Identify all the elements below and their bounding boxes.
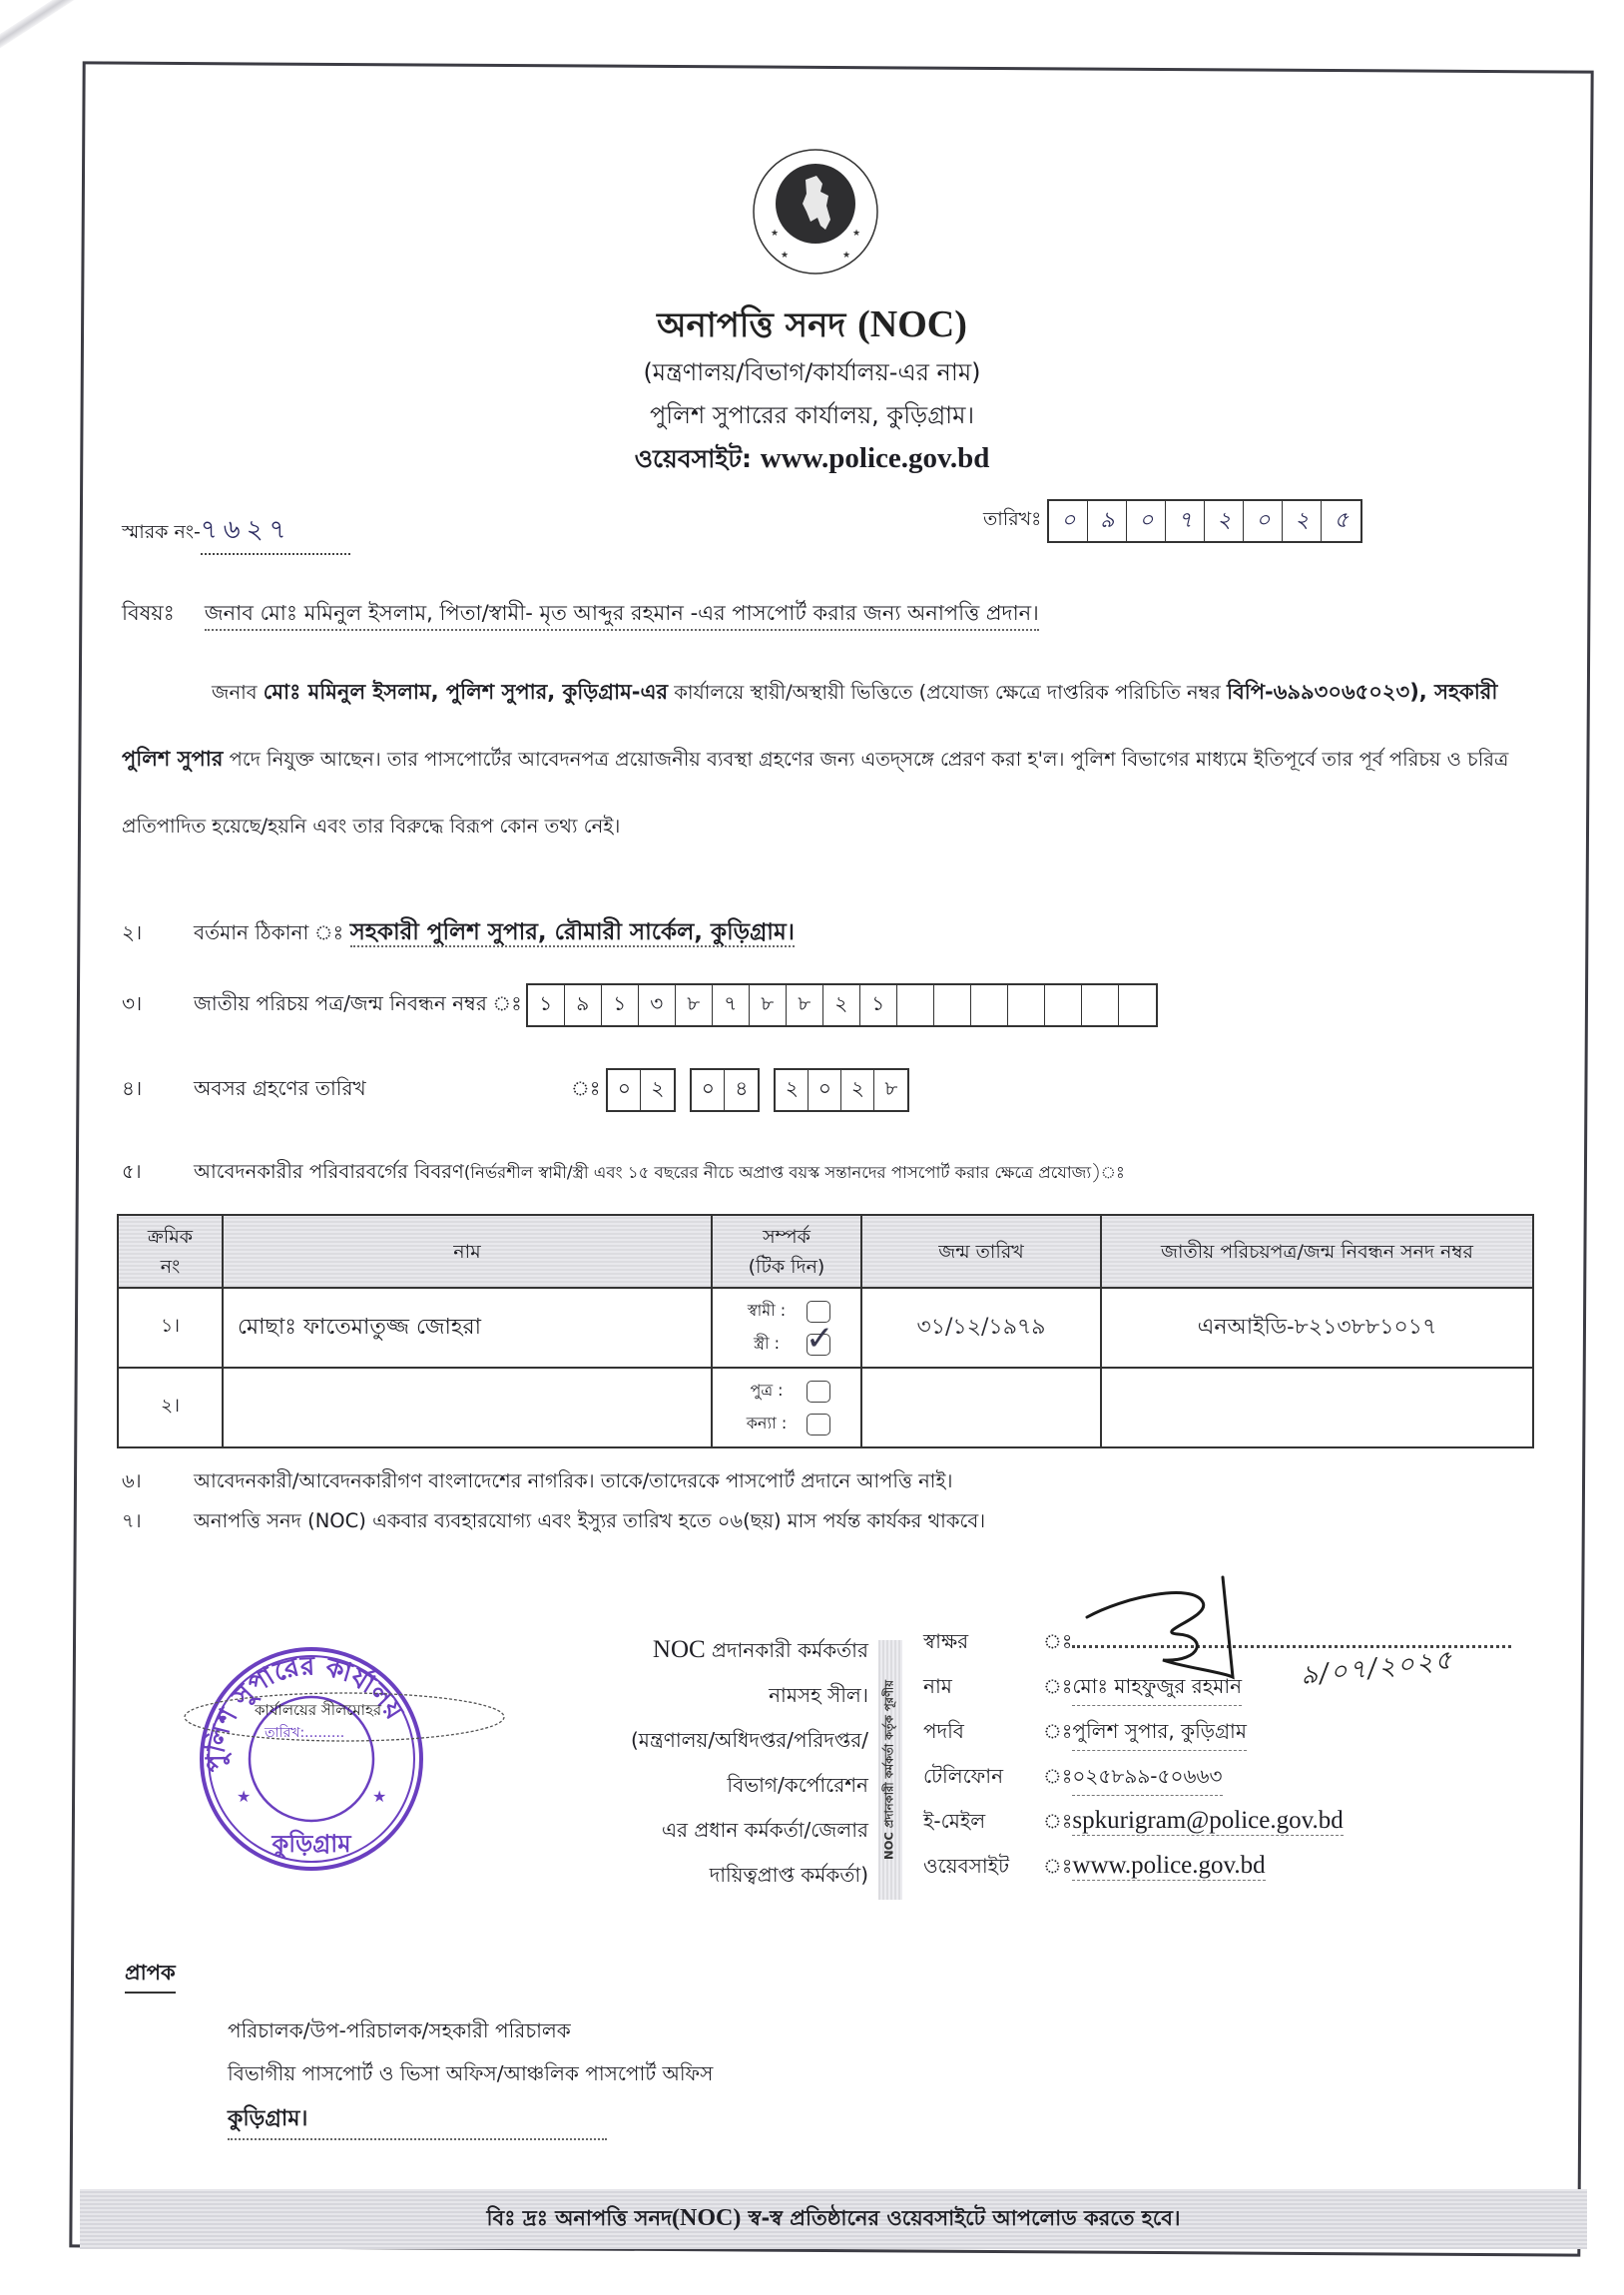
retirement-year-boxes[interactable]	[774, 1068, 909, 1112]
date-digit-box[interactable]: ০	[1127, 501, 1166, 541]
col-relation: সম্পর্ক (টিক দিন)	[712, 1215, 861, 1288]
designation-row: পদবি ঃ পুলিশ সুপার, কুড়িগ্রাম	[923, 1717, 1511, 1762]
memo-number	[122, 509, 350, 555]
current-address	[122, 913, 795, 952]
nid-digit-box[interactable]: ৮	[787, 985, 823, 1025]
family-details-heading: ৫। আবেদনকারীর পরিবারবর্গের বিবরণ(নির্ভরশীল স্বামী/স্ত্রী এবং ১৫ বছরের নীচে অপ্রাপ্ত বয়স্ক সন্তানদের পাসপোর্ট করার ক্ষেত্রে প্রযোজ্য)ঃ	[122, 1160, 1125, 1183]
retirement-year-digit[interactable]: ২	[776, 1070, 809, 1110]
date-boxes[interactable]	[1047, 499, 1362, 543]
svg-text:★: ★	[781, 251, 790, 261]
date-digit-box[interactable]: ২	[1205, 501, 1244, 541]
row-relation: পুত্র : কন্যা :	[712, 1368, 861, 1447]
nid-digit-box[interactable]	[1008, 985, 1045, 1025]
address-value[interactable]: সহকারী পুলিশ সুপার, রৌমারী সার্কেল, কুড়িগ্রাম।	[349, 919, 795, 945]
nid-digit-box[interactable]: ১	[860, 985, 897, 1025]
officer-phone[interactable]: ০২৫৮৯৯-৫০৬৬৩	[1072, 1762, 1222, 1796]
nid-digit-box[interactable]	[1045, 985, 1082, 1025]
government-emblem-icon	[751, 140, 880, 287]
son-checkbox[interactable]	[807, 1381, 830, 1403]
nid-digit-box[interactable]	[971, 985, 1008, 1025]
retirement-year-digit[interactable]: ৮	[884, 1075, 898, 1100]
subject-line	[122, 597, 1039, 632]
office-name: পুলিশ সুপারের কার্যালয়, কুড়িগ্রাম।	[649, 401, 975, 429]
item-number: ৩।	[122, 990, 143, 1015]
svg-text:★: ★	[852, 229, 861, 239]
website-label: ওয়েবসাইট:	[634, 444, 753, 473]
svg-text:★: ★	[771, 229, 780, 239]
nid-digit-box[interactable]: ১	[602, 985, 639, 1025]
retirement-date: ৪। অবসর গ্রহণের তারিখ ঃ ০ ২ ০ ৪ ২ ০ ২ ৮	[122, 1068, 923, 1112]
email-row: ই-মেইল ঃ spkurigram@police.gov.bd	[923, 1807, 1344, 1834]
nid-digit-box[interactable]	[934, 985, 971, 1025]
col-serial: ক্রমিক নং	[118, 1215, 223, 1288]
col-nid: জাতীয় পরিচয়পত্র/জন্ম নিবন্ধন সনদ নম্বর	[1101, 1215, 1533, 1288]
daughter-checkbox[interactable]	[807, 1414, 830, 1435]
nid-number	[122, 983, 1158, 1027]
family-table	[117, 1214, 1534, 1448]
footer-note: বিঃ দ্রঃ অনাপত্তি সনদ(NOC) স্ব-স্ব প্রতিষ্ঠানের ওয়েবসাইটে আপলোড করতে হবে।	[80, 2189, 1587, 2249]
item-number: ২।	[122, 920, 143, 944]
citizenship-statement: ৬। আবেদনকারী/আবেদনকারীগণ বাংলাদেশের নাগরিক। তাকে/তাদেরকে পাসপোর্ট প্রদানে আপত্তি নাই।	[122, 1469, 953, 1492]
row-name[interactable]	[223, 1368, 712, 1447]
nid-digit-box[interactable]: ৭	[713, 985, 750, 1025]
website-row: ওয়েবসাইট ঃ www.police.gov.bd	[923, 1852, 1266, 1879]
nid-boxes[interactable]	[526, 983, 1158, 1027]
row-relation: স্বামী : স্ত্রী : ✓	[712, 1288, 861, 1368]
date-label: তারিখঃ	[983, 508, 1042, 530]
signature-row: স্বাক্ষর ঃ	[923, 1627, 1511, 1672]
address-label: বর্তমান ঠিকানা ঃ	[194, 920, 350, 944]
memo-value[interactable]: ৭৬২৭	[201, 509, 350, 555]
issuer-caption: NOC প্রদানকারী কর্মকর্তার নামসহ সীল। (মন্ত্রণালয়/অধিদপ্তর/পরিদপ্তর/ বিভাগ/কর্পোরেশন এর প্রধান কর্মকর্তা/জেলার দায়িত্বপ্রাপ্ত কর্মকর্তা)	[630, 1636, 868, 1887]
svg-text:★: ★	[842, 251, 851, 261]
issue-date	[983, 499, 1362, 543]
row-serial: ১।	[118, 1288, 223, 1368]
nid-digit-box[interactable]	[897, 985, 934, 1025]
document-title	[0, 299, 1624, 356]
nid-digit-box[interactable]	[1082, 985, 1119, 1025]
retirement-year-digit[interactable]: ০	[809, 1070, 841, 1110]
table-row	[118, 1368, 1533, 1447]
retirement-day-digit[interactable]: ২	[651, 1075, 665, 1100]
issuer-fill-strip: NOC প্রদানকারী কর্মকর্তা কর্তৃক পূরণীয়	[878, 1640, 902, 1900]
officer-website[interactable]: www.police.gov.bd	[1072, 1852, 1266, 1879]
nid-digit-box[interactable]: ৩	[639, 985, 676, 1025]
recipient-line-3: কুড়িগ্রাম।	[228, 2101, 607, 2140]
officer-email[interactable]: spkurigram@police.gov.bd	[1072, 1807, 1344, 1834]
nid-digit-box[interactable]: ২	[823, 985, 860, 1025]
seal-placeholder-ellipse	[180, 1687, 509, 1747]
nid-digit-box[interactable]: ১	[528, 985, 565, 1025]
date-digit-box[interactable]: ৫	[1334, 507, 1349, 533]
nid-digit-box[interactable]	[1119, 985, 1156, 1025]
seal-bottom-text: কুড়িগ্রাম	[271, 1830, 351, 1858]
seal-ring-text: পুলিশ সুপারের কার্যালয়	[201, 1651, 409, 1773]
header-website	[0, 439, 1624, 482]
bp-number-bold: বিপি-৬৯৯৩০৬৫০২৩), সহকারী পুলিশ সুপার	[122, 680, 1498, 771]
title-en: (NOC)	[857, 303, 967, 345]
retirement-month-boxes[interactable]	[690, 1068, 760, 1112]
table-header-row	[118, 1215, 1533, 1288]
row-dob[interactable]: ৩১/১২/১৯৭৯	[861, 1288, 1101, 1368]
office-type-caption: (মন্ত্রণালয়/বিভাগ/কার্যালয়-এর নাম)	[643, 358, 981, 386]
seal-label: কার্যালয়ের সীলমোহর	[255, 1701, 382, 1719]
name-row: নাম ঃ মোঃ মাহফুজুর রহমান	[923, 1672, 1511, 1717]
date-digit-box[interactable]: ০	[1244, 501, 1283, 541]
retirement-label: অবসর গ্রহণের তারিখ	[194, 1075, 366, 1100]
row-serial: ২।	[118, 1368, 223, 1447]
paper-fold-mark	[0, 0, 243, 70]
table-row	[118, 1288, 1533, 1368]
wife-checkbox[interactable]	[807, 1334, 830, 1356]
office-seal-stamp-icon	[195, 1642, 429, 1877]
officer-name-bold: মোঃ মমিনুল ইসলাম, পুলিশ সুপার, কুড়িগ্রাম-এর	[263, 680, 668, 704]
col-name: নাম	[223, 1215, 712, 1288]
retirement-year-digit[interactable]: ২	[841, 1070, 874, 1110]
date-digit-box[interactable]: ০	[1049, 501, 1088, 541]
date-digit-box[interactable]: ২	[1283, 501, 1322, 541]
recipient-title: প্রাপক	[125, 1957, 176, 1994]
nid-label: জাতীয় পরিচয় পত্র/জন্ম নিবন্ধন নম্বর ঃ	[194, 990, 522, 1015]
family-details-note: (নির্ভরশীল স্বামী/স্ত্রী এবং ১৫ বছরের নীচে অপ্রাপ্ত বয়স্ক সন্তানদের পাসপোর্ট করার ক্ষেত্রে প্রযোজ্য)ঃ	[463, 1163, 1125, 1182]
svg-text:★: ★	[372, 1787, 387, 1806]
subject-label: বিষয়ঃ	[122, 601, 175, 625]
officer-name: মোঃ মাহফুজুর রহমান	[1072, 1672, 1242, 1706]
subject-text: জনাব মোঃ মমিনুল ইসলাম, পিতা/স্বামী- মৃত আব্দুর রহমান -এর পাসপোর্ট করার জন্য অনাপত্তি প্রদান।	[205, 601, 1039, 631]
validity-statement: ৭। অনাপত্তি সনদ (NOC) একবার ব্যবহারযোগ্য এবং ইস্যুর তারিখ হতে ০৬(ছয়) মাস পর্যন্ত কার্যকর থাকবে।	[122, 1509, 986, 1532]
retirement-day-digit[interactable]: ০	[608, 1070, 641, 1110]
col-dob: জন্ম তারিখ	[861, 1215, 1101, 1288]
row-nid[interactable]	[1101, 1368, 1533, 1447]
handwritten-signature-icon	[1083, 1572, 1283, 1682]
row-dob[interactable]	[861, 1368, 1101, 1447]
recipient-line-2: বিভাগীয় পাসপোর্ট ও ভিসা অফিস/আঞ্চলিক পাসপোর্ট অফিস	[228, 2061, 714, 2085]
signature-date: ৯/০৭/২০২৫	[1299, 1645, 1455, 1691]
row-name[interactable]: মোছাঃ ফাতেমাতুজ্জ জোহরা	[223, 1288, 712, 1368]
seal-date-label: তারিখ:.........	[265, 1725, 345, 1741]
memo-label: স্মারক নং-	[122, 521, 201, 543]
title-bn: অনাপত্তি সনদ	[657, 305, 846, 345]
retirement-day-boxes[interactable]	[606, 1068, 676, 1112]
officer-designation: পুলিশ সুপার, কুড়িগ্রাম	[1072, 1717, 1247, 1751]
date-digit-box[interactable]: ৯	[1088, 501, 1127, 541]
main-paragraph: জনাব মোঃ মমিনুল ইসলাম, পুলিশ সুপার, কুড়িগ্রাম-এর কার্যালয়ে স্থায়ী/অস্থায়ী ভিত্তিতে (প্রযোজ্য ক্ষেত্রে দাপ্তরিক পরিচিতি নম্বর বিপি-৬৯৯৩০৬৫০২৩), সহকারী পুলিশ সুপার পদে নিযুক্ত আছেন। তার পাসপোর্টের আবেদনপত্র প্রয়োজনীয় ব্যবস্থা গ্রহণের জন্য এতদ্সঙ্গে প্রেরণ করা হ'ল। পুলিশ বিভাগের মাধ্যমে ইতিপূর্বে তার পূর্ব পরিচয় ও চরিত্র প্রতিপাদিত হয়েছে/হয়নি এবং তার বিরুদ্ধে বিরূপ কোন তথ্য নেই।	[122, 680, 1509, 838]
nid-digit-box[interactable]: ৯	[565, 985, 602, 1025]
nid-digit-box[interactable]: ৮	[676, 985, 713, 1025]
item-number: ৪।	[122, 1075, 143, 1100]
retirement-month-digit[interactable]: ০	[692, 1070, 725, 1110]
phone-row: টেলিফোন ঃ ০২৫৮৯৯-৫০৬৬৩	[923, 1762, 1511, 1807]
website-link[interactable]: www.police.gov.bd	[760, 442, 990, 474]
retirement-month-digit[interactable]: ৪	[735, 1075, 749, 1100]
date-digit-box[interactable]: ৭	[1166, 501, 1205, 541]
row-nid[interactable]: এনআইডি-৮২১৩৮৮১০১৭	[1101, 1288, 1533, 1368]
svg-text:★: ★	[237, 1787, 252, 1806]
nid-digit-box[interactable]: ৮	[750, 985, 787, 1025]
recipient-line-1: পরিচালক/উপ-পরিচালক/সহকারী পরিচালক	[228, 2018, 571, 2042]
